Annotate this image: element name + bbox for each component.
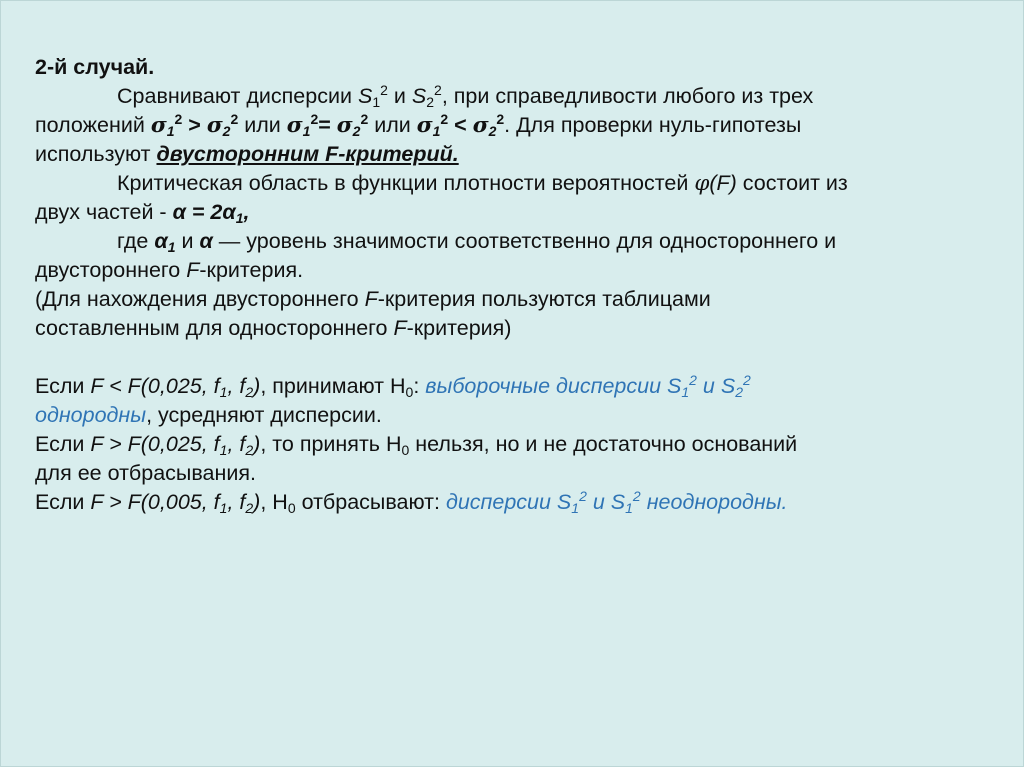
text-line-1: Сравнивают дисперсии $S_1^2$ и $S_2^2$, при справедливости любого из трех [117, 82, 814, 110]
rule-line-2b: для ее отбрасывания. [35, 461, 256, 485]
text-line-8: (Для нахождения двустороннего F-критерия пользуются таблицами [35, 287, 711, 311]
text-line-6: где $\alpha_1$ и α — уровень значимости соответственно для одностороннего и [117, 229, 837, 255]
rule-line-3: Если F > F(0,005, $f_1$, $f_2$), $H_0$ отбрасывают: дисперсии $S_1^2$ и $S_1^2$ неоднородны. [35, 488, 788, 516]
text-line-3: используют двусторонним F-критерий. [35, 142, 459, 166]
case-title: 2-й случай. [35, 55, 155, 79]
rule-line-1: Если F < F(0,025, $f_1$, $f_2$), принимают $H_0$: выборочные дисперсии $S_1^2$ и $S_2^2$ [35, 372, 751, 400]
text-line-4: Критическая область в функции плотности вероятностей φ(F) состоит из [117, 171, 848, 196]
rule-line-2: Если F > F(0,025, $f_1$, $f_2$), то принять $H_0$ нельзя, но и не достаточно оснований [35, 432, 798, 458]
slide-content [35, 53, 995, 517]
text-line-7: двустороннего F-критерия. [35, 258, 304, 282]
text-line-9: составленным для одностороннего F-критерия) [35, 316, 512, 340]
text-line-2: положений $\sigma_1^2 > \sigma_2^2$ или $\sigma_1^2= \sigma_2^2$ или $\sigma_1^2 < \sigma_2^2$. Для проверки нуль-гипотезы [35, 111, 802, 139]
text-line-5: двух частей - $\alpha = 2\alpha_1$, [35, 200, 250, 226]
spacer [35, 343, 995, 372]
rule-line-1b: однородны, усредняют дисперсии. [35, 403, 382, 427]
